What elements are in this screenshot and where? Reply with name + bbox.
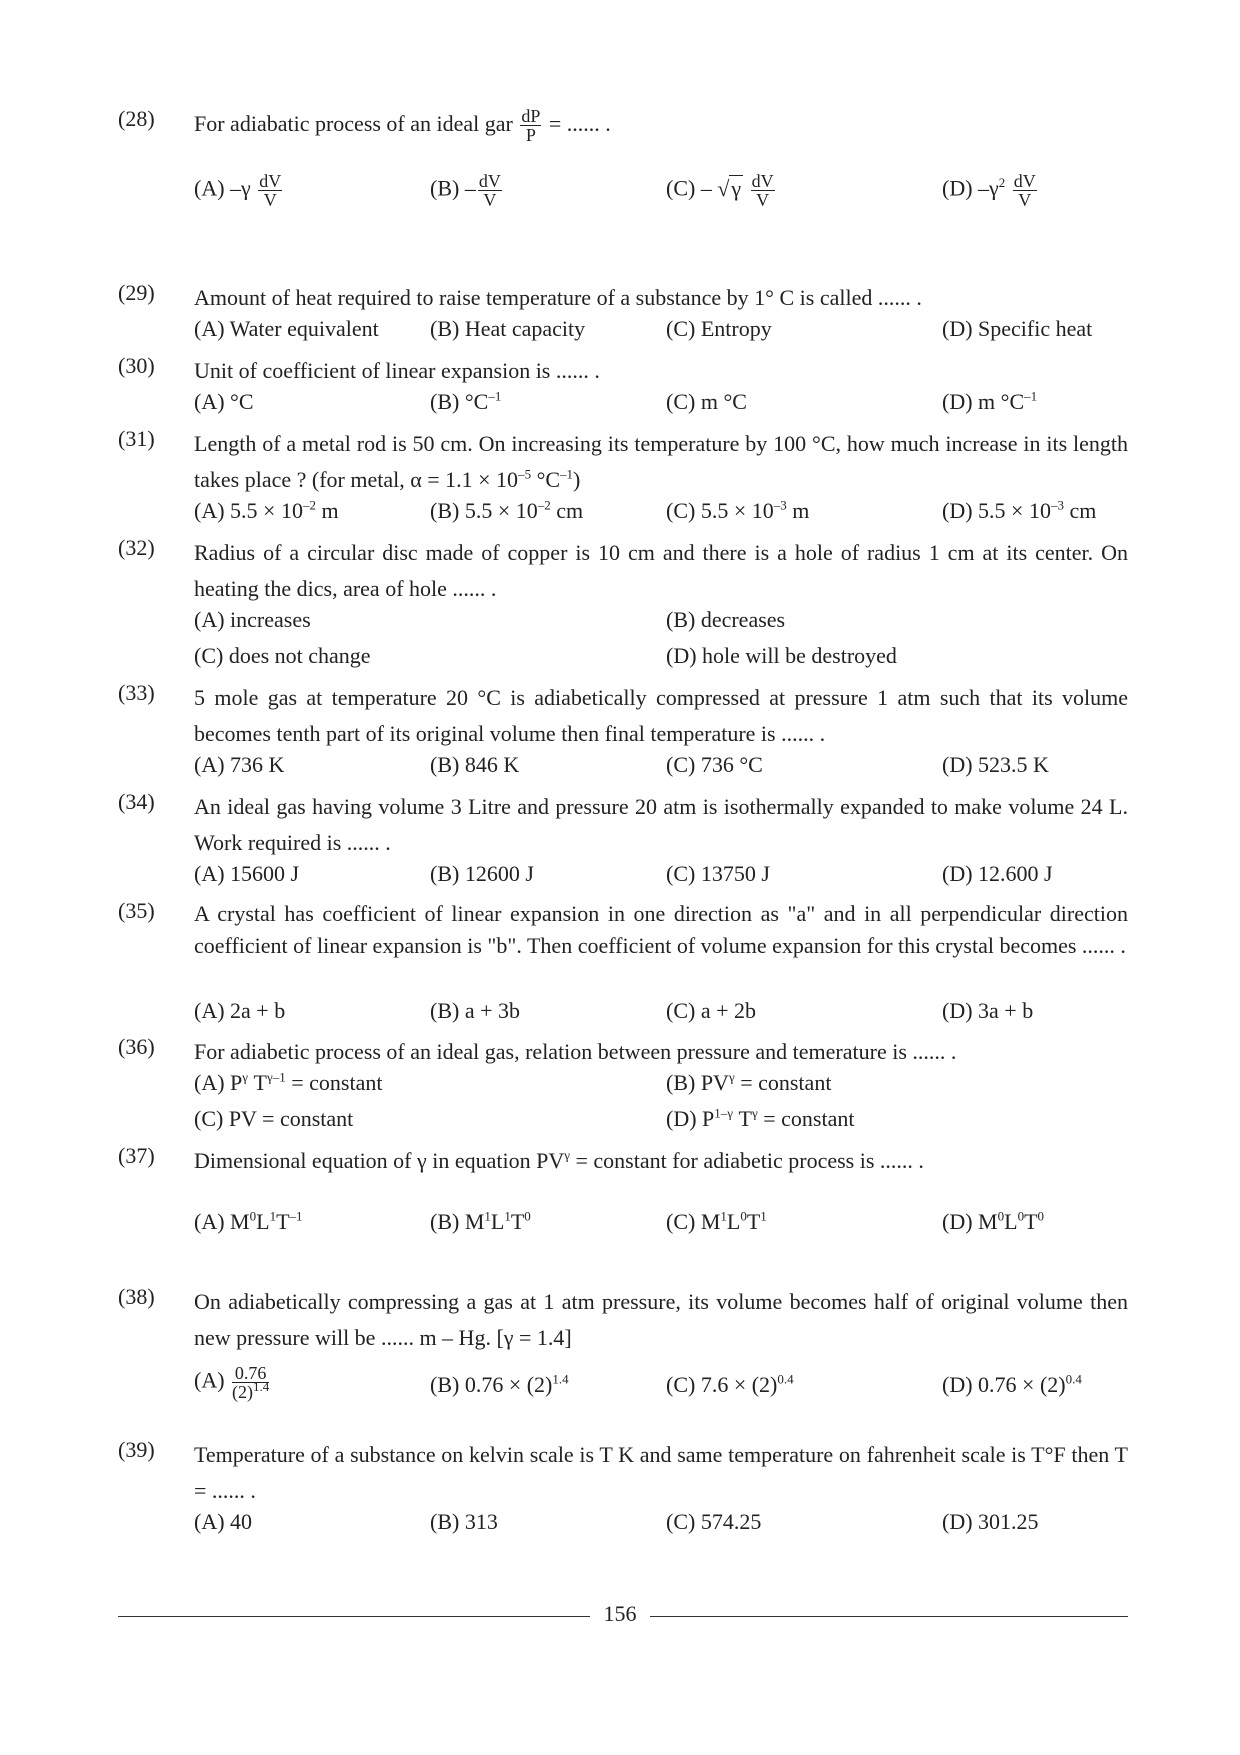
option-unit: m xyxy=(315,498,339,523)
question-text xyxy=(194,106,1128,144)
question-number: (35) xyxy=(118,898,155,923)
option-label: (D) 5.5 × 10 xyxy=(942,498,1051,523)
question-text: A crystal has coefficient of linear expansion in one direction as "a" and in all perpendicular direction coefficient of linear expansion is "b". Then coefficient of volume expansion for this crystal becomes ...... . xyxy=(194,901,1128,958)
superscript: –5 xyxy=(518,466,532,482)
question-text-part: ) xyxy=(573,467,581,492)
options xyxy=(194,389,1128,425)
option-text: = constant xyxy=(734,1070,832,1095)
option-text: L xyxy=(490,1209,505,1234)
option-text: T xyxy=(1024,1209,1038,1234)
option-c xyxy=(666,1209,767,1235)
superscript: –1 xyxy=(488,388,502,404)
option-label: (C) 7.6 × (2) xyxy=(666,1372,778,1397)
option-d xyxy=(942,1209,1044,1235)
option-d xyxy=(942,389,1037,415)
superscript: 1–γ xyxy=(714,1105,734,1121)
question-text: Unit of coefficient of linear expansion is ...... . xyxy=(194,358,600,383)
superscript: –3 xyxy=(773,497,787,513)
option-d: (D) 3a + b xyxy=(942,998,1034,1023)
option-text: T xyxy=(510,1209,525,1234)
fraction-numerator: dP xyxy=(521,106,541,127)
option-label: (B) 5.5 × 10 xyxy=(430,498,538,523)
option-c: (C) does not change xyxy=(194,643,371,668)
option-a: (A) 736 K xyxy=(194,752,285,777)
question-text: For adiabetic process of an ideal gas, relation between pressure and temerature is ...... . xyxy=(194,1039,957,1064)
superscript: –3 xyxy=(1050,497,1064,513)
superscript: 1.4 xyxy=(253,1379,270,1394)
question-text-part: °C xyxy=(531,467,561,492)
option-text: L xyxy=(256,1209,270,1234)
option-text: = constant xyxy=(757,1106,855,1131)
option-label: (A) M xyxy=(194,1209,250,1234)
option-label: (C) m °C xyxy=(666,389,747,414)
page-number: 156 xyxy=(603,1601,637,1626)
superscript: 0 xyxy=(249,1208,257,1224)
option-label: (B) 0.76 × (2) xyxy=(430,1372,553,1397)
superscript: 1 xyxy=(760,1208,767,1224)
option-text: T xyxy=(746,1209,761,1234)
option-b: (B) Heat capacity xyxy=(430,316,586,341)
option-a xyxy=(194,172,284,209)
superscript: 0 xyxy=(1017,1208,1025,1224)
question-text: Amount of heat required to raise temperature of a substance by 1° C is called ...... . xyxy=(194,285,922,310)
option-b: (B) 12600 J xyxy=(430,861,534,886)
option-label: (B) M xyxy=(430,1209,485,1234)
question-number: (33) xyxy=(118,680,155,705)
option-label: (D) M xyxy=(942,1209,998,1234)
option-label: (C) 5.5 × 10 xyxy=(666,498,774,523)
question-text xyxy=(194,1143,1128,1179)
question-number: (30) xyxy=(118,353,155,378)
fraction-numerator: dV xyxy=(1013,171,1036,191)
option-text: T xyxy=(248,1070,267,1095)
fraction-numerator: dV xyxy=(751,171,774,191)
denominator-base: (2) xyxy=(232,1382,254,1402)
option-text: = constant xyxy=(285,1070,383,1095)
option-a: (A) increases xyxy=(194,607,311,632)
question-number: (34) xyxy=(118,789,155,814)
options xyxy=(194,1106,1128,1142)
fraction-denominator xyxy=(232,1379,270,1402)
option-text: L xyxy=(726,1209,741,1234)
option-label: (B) PV xyxy=(666,1070,729,1095)
superscript: γ xyxy=(728,1069,735,1085)
fraction-denominator: V xyxy=(263,190,277,210)
question-number: (29) xyxy=(118,280,155,305)
option-b: (B) decreases xyxy=(666,607,786,632)
option-a xyxy=(194,1070,382,1096)
superscript: 0 xyxy=(524,1208,531,1224)
option-d xyxy=(666,1106,854,1132)
option-label: (A) –γ xyxy=(194,175,251,201)
fraction-denominator: V xyxy=(483,190,497,210)
option-a xyxy=(194,389,254,415)
option-a xyxy=(194,498,339,524)
option-label: (A) °C xyxy=(194,389,254,414)
option-c: (C) 574.25 xyxy=(666,1509,762,1534)
question-text-part: Length of a metal rod is 50 cm. On increasing its temperature by 100 °C, how much increase in its length takes place ? (for metal, α = 1.1 × 10 xyxy=(194,431,1128,492)
option-unit: cm xyxy=(1063,498,1097,523)
question-text: Radius of a circular disc made of copper is 10 cm and there is a hole of radius 1 cm at its center. On heating the dics, area of hole ...... . xyxy=(194,540,1128,601)
options xyxy=(194,1070,1128,1106)
option-c xyxy=(666,1372,794,1398)
superscript: –2 xyxy=(537,497,551,513)
option-a: (A) Water equivalent xyxy=(194,316,379,341)
superscript: γ xyxy=(564,1147,570,1163)
superscript: 1 xyxy=(484,1208,491,1224)
question-text: An ideal gas having volume 3 Litre and pressure 20 atm is isothermally expanded to make volume 24 L. Work required is ...... . xyxy=(194,794,1128,855)
superscript: –1 xyxy=(1024,388,1038,404)
question-text-part: = constant for adiabetic process is ...... . xyxy=(569,1148,924,1173)
fraction-denominator: P xyxy=(525,125,536,146)
superscript: 0.4 xyxy=(777,1371,794,1387)
option-label: (D) –γ xyxy=(942,175,999,201)
fraction-numerator: dV xyxy=(478,171,501,191)
question-number: (32) xyxy=(118,535,155,560)
question-text xyxy=(194,426,1128,498)
question-text: Temperature of a substance on kelvin scale is T K and same temperature on fahrenheit scale is T°F then T = ...... . xyxy=(194,1442,1128,1503)
superscript: 1.4 xyxy=(552,1371,569,1387)
option-a xyxy=(194,1209,303,1235)
option-a: (A) 2a + b xyxy=(194,998,286,1023)
option-b: (B) 313 xyxy=(430,1509,498,1534)
fraction-numerator: dV xyxy=(259,171,282,191)
superscript: γ–1 xyxy=(266,1069,286,1085)
superscript: –2 xyxy=(302,497,316,513)
question-text: On adiabetically compressing a gas at 1 atm pressure, its volume becomes half of original volume then new pressure will be ...... m – Hg. [γ = 1.4] xyxy=(194,1289,1128,1350)
superscript: –1 xyxy=(289,1208,303,1224)
option-text: L xyxy=(1004,1209,1018,1234)
option-text: T xyxy=(276,1209,290,1234)
fraction-denominator: V xyxy=(1018,190,1032,210)
question-text: 5 mole gas at temperature 20 °C is adiabetically compressed at pressure 1 atm such that its volume becomes tenth part of its original volume then final temperature is ...... . xyxy=(194,685,1128,746)
option-c xyxy=(666,498,809,524)
option-d xyxy=(942,498,1096,524)
option-unit: cm xyxy=(550,498,584,523)
option-unit: m xyxy=(786,498,810,523)
fraction xyxy=(258,172,282,209)
fraction xyxy=(1013,172,1037,209)
square-root: √γ xyxy=(717,175,742,201)
option-a: (A) 15600 J xyxy=(194,861,300,886)
superscript: γ xyxy=(242,1069,249,1085)
superscript: 1 xyxy=(269,1208,277,1224)
superscript: 1 xyxy=(720,1208,727,1224)
option-d: (D) 301.25 xyxy=(942,1509,1039,1534)
option-b xyxy=(666,1070,831,1096)
question-number: (38) xyxy=(118,1284,155,1309)
option-b xyxy=(430,1372,569,1398)
question-text-part: For adiabatic process of an ideal gar xyxy=(194,111,513,136)
option-d: (D) 523.5 K xyxy=(942,752,1049,777)
option-b xyxy=(430,498,583,524)
superscript: 0 xyxy=(1037,1208,1045,1224)
fraction-numerator: 0.76 xyxy=(232,1364,269,1383)
fraction xyxy=(478,172,502,209)
superscript: –1 xyxy=(560,466,574,482)
option-label: (A) P xyxy=(194,1070,243,1095)
footer-rule-left xyxy=(118,1616,590,1617)
options xyxy=(194,172,1128,208)
radicand: γ xyxy=(731,175,742,201)
question-number: (39) xyxy=(118,1437,155,1462)
option-c xyxy=(666,389,747,415)
options xyxy=(194,752,1128,788)
option-b xyxy=(430,389,501,415)
options xyxy=(194,643,1128,679)
options xyxy=(194,998,1128,1034)
question-text-part: Dimensional equation of γ in equation PV xyxy=(194,1148,565,1173)
superscript: 0 xyxy=(997,1208,1005,1224)
option-d xyxy=(942,172,1039,209)
option-b xyxy=(430,172,504,209)
options xyxy=(194,861,1128,897)
question-number: (31) xyxy=(118,426,155,451)
option-label: (B) – xyxy=(430,175,476,201)
question-number: (36) xyxy=(118,1034,155,1059)
option-c: (C) 736 °C xyxy=(666,752,763,777)
option-d xyxy=(942,1372,1082,1398)
superscript: 1 xyxy=(504,1208,511,1224)
superscript: γ xyxy=(751,1105,758,1121)
option-label: (C) M xyxy=(666,1209,721,1234)
option-d: (D) 12.600 J xyxy=(942,861,1053,886)
option-label: (A) xyxy=(194,1367,225,1393)
option-b xyxy=(430,1209,531,1235)
option-a xyxy=(194,1364,271,1401)
option-label: (B) °C xyxy=(430,389,489,414)
options xyxy=(194,1509,1128,1545)
option-text: T xyxy=(733,1106,752,1131)
fraction xyxy=(520,107,541,144)
option-label: (D) m °C xyxy=(942,389,1025,414)
superscript: 0.4 xyxy=(1065,1371,1082,1387)
superscript: 0 xyxy=(740,1208,747,1224)
option-c: (C) a + 2b xyxy=(666,998,756,1023)
option-c: (C) Entropy xyxy=(666,316,772,341)
options xyxy=(194,607,1128,643)
option-c xyxy=(194,1106,353,1132)
options xyxy=(194,1209,1128,1245)
options xyxy=(194,498,1128,534)
question-number: (37) xyxy=(118,1143,155,1168)
option-b: (B) 846 K xyxy=(430,752,520,777)
option-c: (C) 13750 J xyxy=(666,861,770,886)
option-label: (C) PV = constant xyxy=(194,1106,354,1131)
option-a: (A) 40 xyxy=(194,1509,253,1534)
option-d: (D) Specific heat xyxy=(942,316,1093,341)
options xyxy=(194,1363,1128,1408)
fraction xyxy=(751,172,775,209)
superscript: 2 xyxy=(998,175,1006,191)
footer-rule-right xyxy=(650,1616,1128,1617)
fraction-denominator: V xyxy=(756,190,770,210)
option-b: (B) a + 3b xyxy=(430,998,520,1023)
options xyxy=(194,316,1128,352)
option-label: (D) P xyxy=(666,1106,715,1131)
option-label: (C) – xyxy=(666,175,712,201)
question-text-part: = ...... . xyxy=(548,111,611,136)
fraction xyxy=(232,1364,269,1401)
question-number: (28) xyxy=(118,106,155,131)
option-label: (A) 5.5 × 10 xyxy=(194,498,303,523)
option-c xyxy=(666,172,777,209)
option-d: (D) hole will be destroyed xyxy=(666,643,897,668)
option-label: (D) 0.76 × (2) xyxy=(942,1372,1066,1397)
